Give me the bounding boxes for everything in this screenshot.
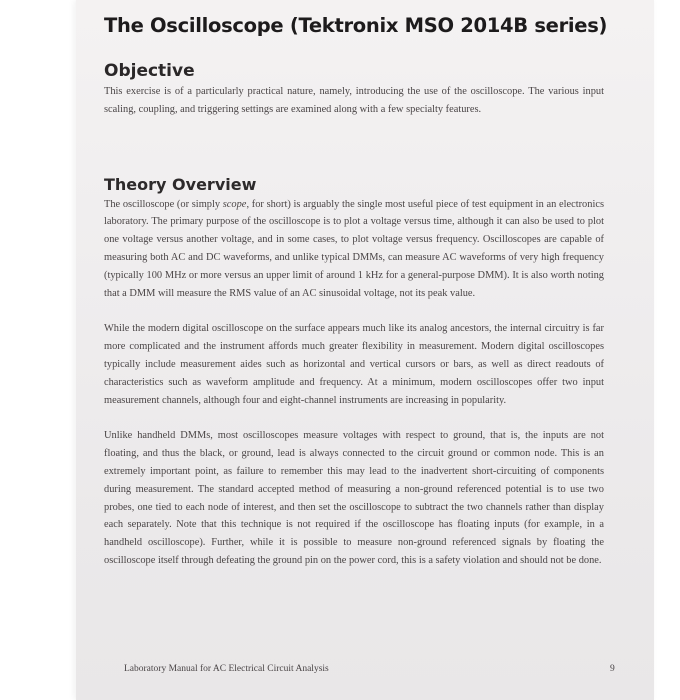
- theory-p1-emphasis: scope: [222, 198, 247, 210]
- page-number: 9: [610, 664, 615, 674]
- theory-paragraph-2: While the modern digital oscilloscope on the surface appears much like its analog ancestors, the internal circuitry is far more complicated and the instrument affords much greater flexibility in measurement. Modern digital oscilloscopes typically include measurement aides such as horizontal and vertical cursors or bars, as well as direct readouts of characteristics such as waveform amplitude and frequency. At a minimum, modern oscilloscopes offer two input measurement channels, although four and eight-channel instruments are increasing in popularity.: [104, 323, 604, 406]
- page-title: [104, 14, 608, 37]
- objective-paragraph: This exercise is of a particularly practical nature, namely, introducing the use of the oscilloscope. The various input scaling, coupling, and triggering settings are examined along with a few specialty features.: [104, 86, 604, 115]
- title-main: The Oscilloscope: [104, 14, 284, 37]
- theory-paragraph-1: [104, 196, 604, 303]
- title-model: (Tektronix MSO 2014B series): [283, 14, 608, 37]
- theory-heading: Theory Overview: [104, 174, 257, 194]
- document-page: [76, 0, 654, 700]
- theory-paragraph-3: Unlike handheld DMMs, most oscilloscopes measure voltages with respect to ground, that is, the inputs are not floating, and thus the black, or ground, lead is always connected to the circuit ground or common node. This is an extremely important point, as failure to remember this may lead to the inadvertent short-circuiting of components during measurement. The standard accepted method of measuring a non-ground referenced potential is to use two probes, one tied to each node of interest, and then set the oscilloscope to subtract the two channels rather than display each separately. Note that this technique is not required if the oscilloscope has floating inputs (for example, in a handheld oscilloscope). Further, while it is possible to measure non-ground referenced signals by floating the oscilloscope itself through defeating the ground pin on the power cord, this is a safety violation and should not be done.: [104, 430, 604, 566]
- footer-title: Laboratory Manual for AC Electrical Circuit Analysis: [124, 664, 329, 674]
- page-content: [104, 14, 608, 570]
- theory-p1-start: The oscilloscope (or simply: [104, 198, 223, 210]
- objective-heading: Objective: [104, 61, 195, 81]
- theory-p1-rest: , for short) is arguably the single most useful piece of test equipment in an electronics laboratory. The primary purpose of the oscilloscope is to plot a voltage versus time, although it can also be used to plot one voltage versus another voltage, and in some cases, to plot voltage versus frequency. Oscilloscopes are capable of measuring both AC and DC waveforms, and unlike typical DMMs, can measure AC waveforms of very high frequency (typically 100 MHz or more versus an upper limit of around 1 kHz for a general-purpose DMM). It is also worth noting that a DMM will measure the RMS value of an AC sinusoidal voltage, not its peak value.: [104, 198, 604, 299]
